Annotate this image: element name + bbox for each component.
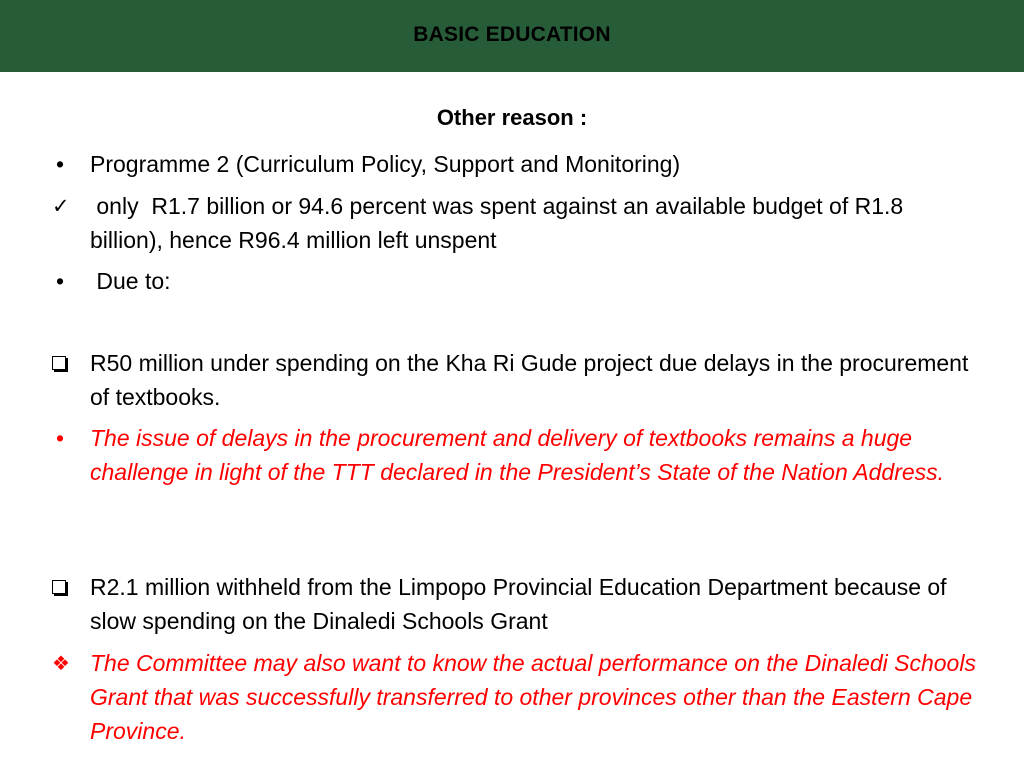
slide-title: BASIC EDUCATION xyxy=(413,23,611,46)
list-item-textbook-delays xyxy=(50,421,980,489)
bullet-icon: • xyxy=(56,151,65,177)
list-item-due-to xyxy=(50,264,980,298)
list-item-text: The issue of delays in the procurement and delivery of textbooks remains a huge challenge in light of the TTT declared in the President’s State of the Nation Address. xyxy=(90,425,945,485)
list-item-spending xyxy=(50,189,980,257)
title-bar xyxy=(0,0,1024,72)
checkbox-icon xyxy=(52,356,66,370)
list-item-text: R2.1 million withheld from the Limpopo Provincial Education Department because of slow spending on the Dinaledi Schools Grant xyxy=(90,574,947,634)
list-item-text: The Committee may also want to know the actual performance on the Dinaledi Schools Grant that was successfully transferred to other provinces other than the Eastern Cape Province. xyxy=(90,650,976,744)
list-item-programme xyxy=(50,147,980,181)
bullet-icon: • xyxy=(56,268,65,294)
checkbox-icon xyxy=(52,580,66,594)
bullet-icon: • xyxy=(56,425,65,451)
list-item-text: only R1.7 billion or 94.6 percent was spent against an available budget of R1.8 billion), hence R96.4 million left unspent xyxy=(90,193,910,253)
list-item-kha-ri-gude xyxy=(50,346,980,414)
checkmark-icon: ✓ xyxy=(52,194,70,218)
diamond-bullet-icon: ❖ xyxy=(52,651,70,675)
list-item-dinaledi xyxy=(50,646,980,748)
list-item-limpopo xyxy=(50,570,980,638)
list-item-text: Due to: xyxy=(90,268,171,294)
list-item-text: R50 million under spending on the Kha Ri Gude project due delays in the procurement of textbooks. xyxy=(90,350,969,410)
slide-subtitle: Other reason : xyxy=(436,105,588,130)
list-item-text: Programme 2 (Curriculum Policy, Support and Monitoring) xyxy=(90,151,681,177)
